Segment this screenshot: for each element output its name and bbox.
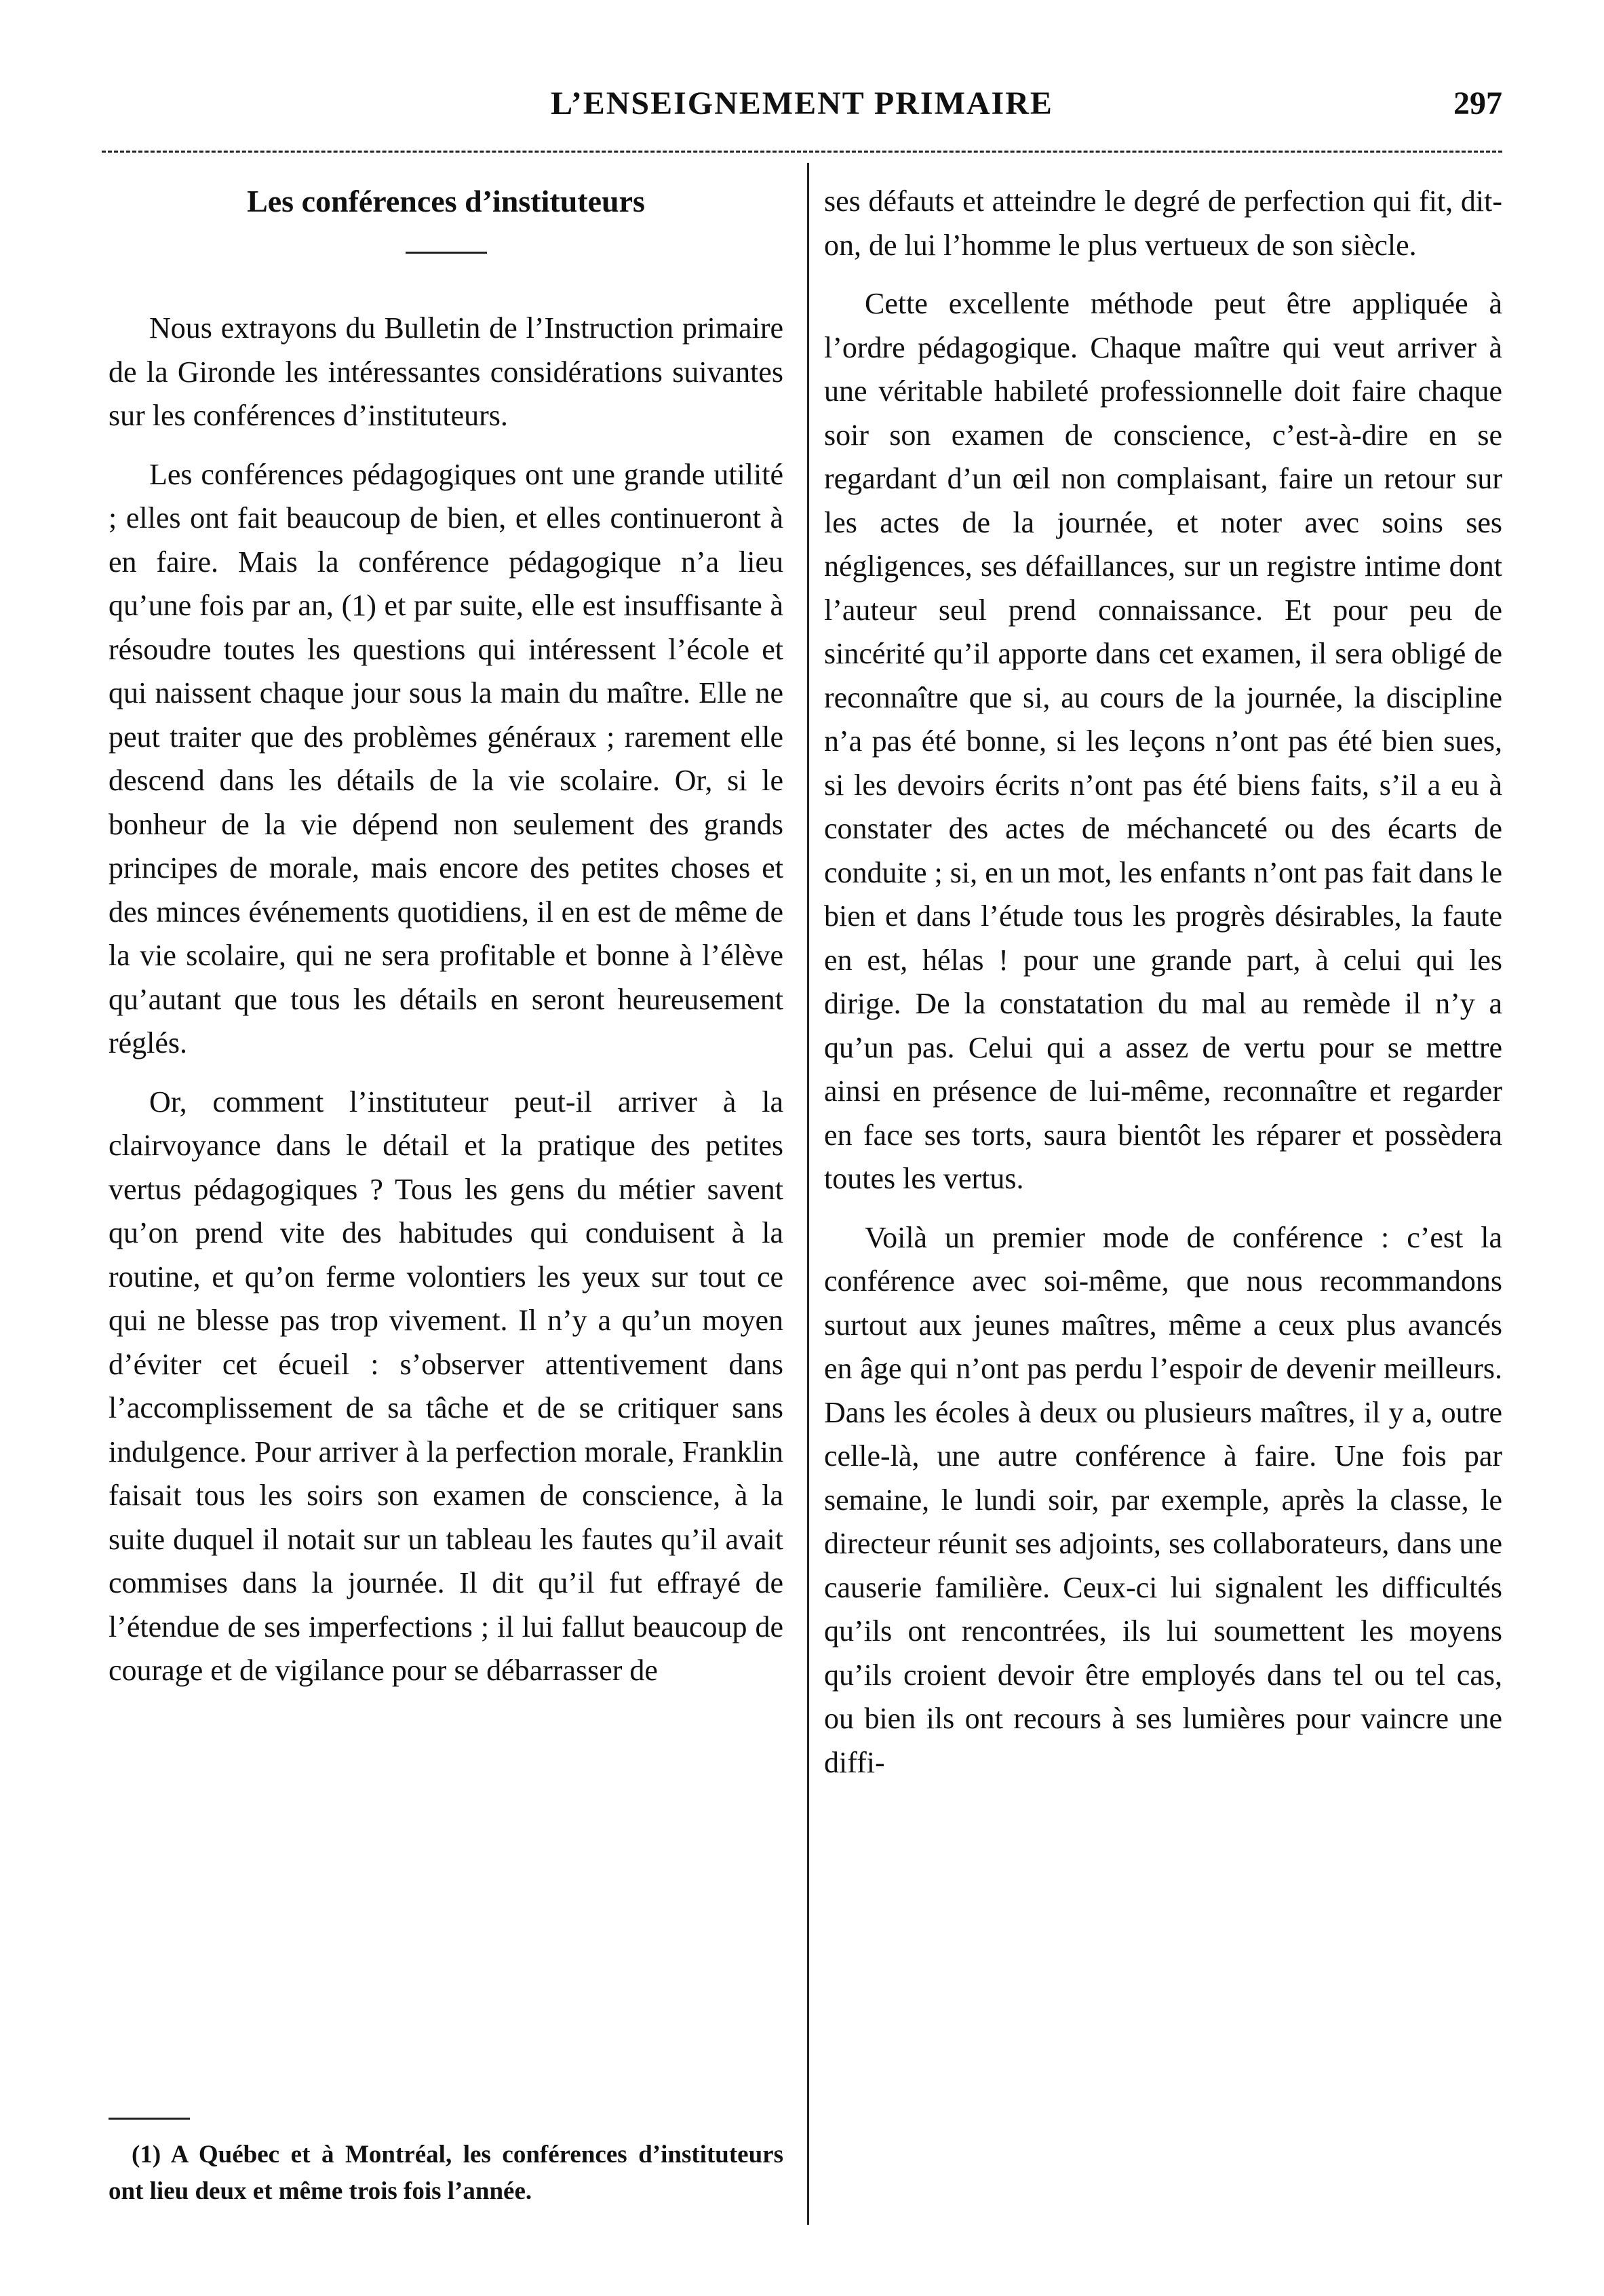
header-rule <box>102 151 1502 153</box>
paragraph-method: Cette excellente méthode peut être appliquée à l’ordre pédagogique. Chaque maître qui veut arriver à une véritable habileté professionnelle doit faire chaque soir son examen de conscience, c’est-à-dire en se regardant d’un œil non complaisant, faire un retour sur les actes de la journée, et noter avec soins ses négligences, ses défaillances, sur un registre intime dont l’auteur seul prend connaissance. Et pour peu de sincérité qu’il apporte dans cet examen, il sera obligé de reconnaître que si, au cours de la journée, la discipline n’a pas été bonne, si les leçons n’ont pas été bien sues, si les devoirs écrits n’ont pas été biens faits, s’il a eu à constater des actes de méchanceté ou des écarts de conduite ; si, en un mot, les enfants n’ont pas fait dans le bien et dans l’étude tous les progrès désirables, la faute en est, hélas ! pour une grande part, à celui qui les dirige. De la constatation du mal au remède il n’y a qu’un pas. Celui qui a assez de vertu pour se mettre ainsi en présence de lui-même, reconnaître et regarder en face ses torts, saura bientôt les réparer et possèdera toutes les vertus. <box>824 287 1502 1195</box>
column-divider <box>807 163 809 2225</box>
paragraph-franklin: Or, comment l’instituteur peut-il arriver à la clairvoyance dans le détail et la pratique des petites vertus pédagogiques ? Tous les gens du métier savent qu’on prend vite des habitudes qui conduisent à la routine, et qu’on ferme volontiers les yeux sur tout ce qui ne blesse pas trop vivement. Il n’y a qu’un moyen d’éviter cet écueil : s’observer attentivement dans l’accomplissement de sa tâche et de se critiquer sans indulgence. Pour arriver à la perfection morale, Franklin faisait tous les soirs son examen de conscience, à la suite duquel il notait sur un tableau les fautes qu’il avait commises dans la journée. Il dit qu’il fut effrayé de l’étendue de ses imperfections ; il lui fallut beaucoup de courage et de vigilance pour se débarrasser de <box>109 1085 783 1687</box>
title-dash <box>406 252 487 254</box>
left-column <box>109 180 783 1708</box>
paragraph-conference-mode: Voilà un premier mode de conférence : c’est la conférence avec soi-même, que nous recommandons surtout aux jeunes maîtres, même a ceux plus avancés en âge qui n’ont pas perdu l’espoir de devenir meilleurs. Dans les écoles à deux ou plusieurs maîtres, il y a, outre celle-là, une autre conférence à faire. Une fois par semaine, le lundi soir, par exemple, après la classe, le directeur réunit ses adjoints, ses collaborateurs, dans une causerie familière. Ceux-ci lui signalent les difficultés qu’ils ont rencontrées, ils lui soumettent les moyens qu’ils croient devoir être employés dans tel ou tel cas, ou bien ils ont recours à ses lumières pour vaincre une diffi- <box>824 1220 1502 1779</box>
article-title: Les conférences d’instituteurs <box>247 184 645 218</box>
paragraph-continued: ses défauts et atteindre le degré de perfection qui fit, dit-on, de lui l’homme le plus vertueux de son siècle. <box>824 184 1502 262</box>
paragraph-utility: Les conférences pédagogiques ont une grande utilité ; elles ont fait beaucoup de bien, et elles continueront à en faire. Mais la conférence pédagogique n’a lieu qu’une fois par an, (1) et par suite, elle est insuffisante à résoudre toutes les questions qui intéressent l’école et qui naissent chaque jour sous la main du maître. Elle ne peut traiter que des problèmes généraux ; rarement elle descend dans les détails de la vie scolaire. Or, si le bonheur de la vie dépend non seulement des grands principes de morale, mais encore des petites choses et des minces événements quotidiens, il en est de même de la vie scolaire, qui ne sera profitable et bonne à l’élève qu’autant que tous les détails en seront heureusement réglés. <box>109 457 783 1059</box>
footnote: (1) A Québec et à Montréal, les conférences d’instituteurs ont lieu deux et même trois fois l’année. <box>109 2141 783 2205</box>
running-header <box>102 85 1502 132</box>
page-number: 297 <box>1453 85 1502 121</box>
paragraph-intro: Nous extrayons du Bulletin de l’Instruction primaire de la Gironde les intéressantes considérations suivantes sur les conférences d’instituteurs. <box>109 311 783 432</box>
footnote-rule <box>109 2118 190 2120</box>
running-title: L’ENSEIGNEMENT PRIMAIRE <box>551 85 1053 121</box>
right-column <box>824 180 1502 1799</box>
